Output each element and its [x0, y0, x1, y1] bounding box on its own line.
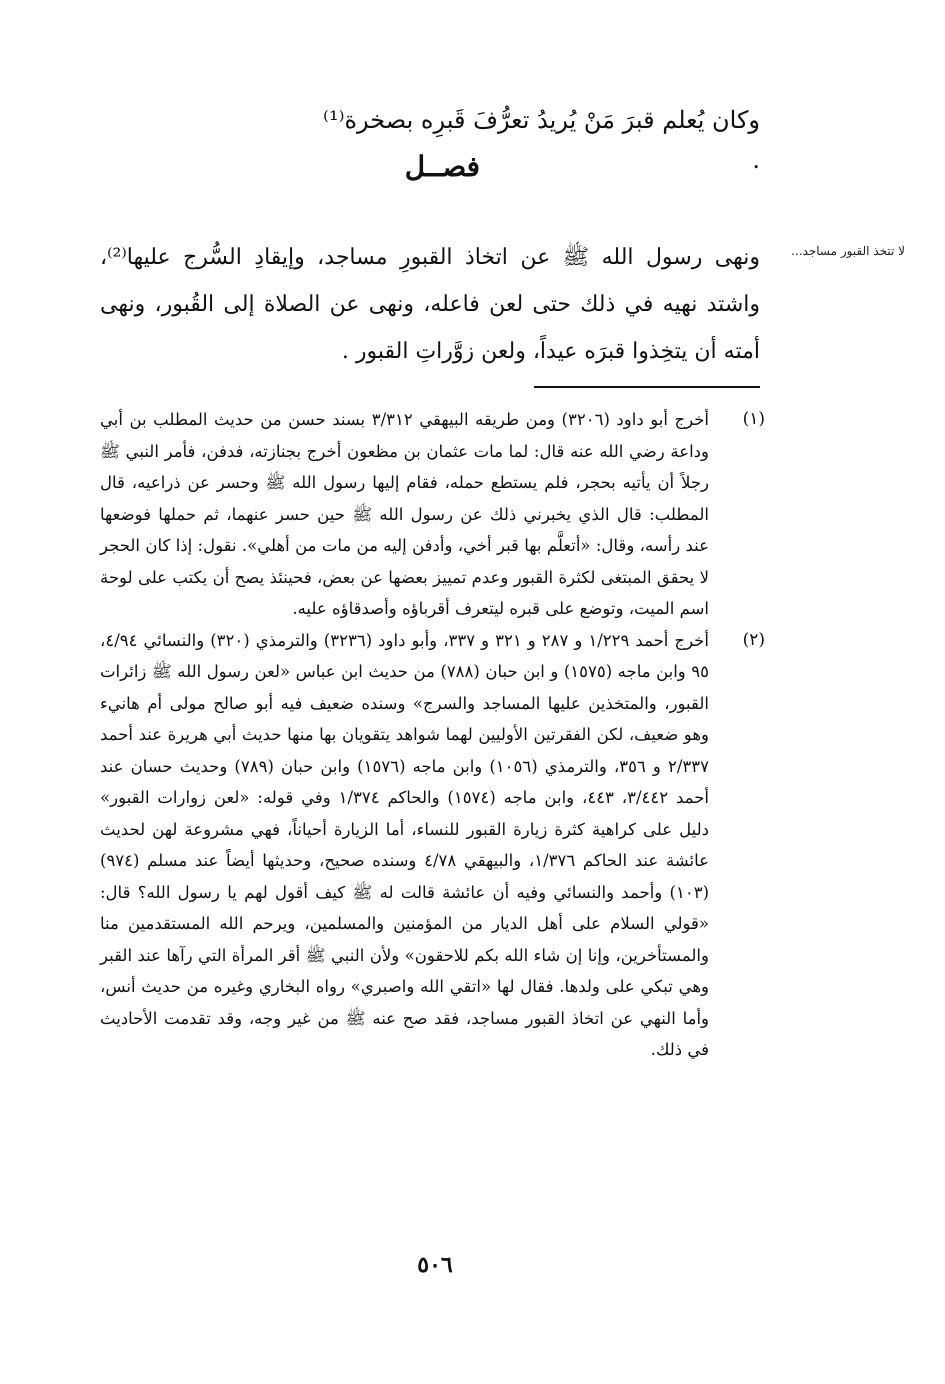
page-number: ٥٠٦	[417, 1252, 453, 1278]
intro-line: وكان يُعلم قبرَ مَنْ يُريدُ تعرُّفَ قَبرِه بصخرة⁽¹⁾ .	[323, 106, 760, 174]
margin-note: لا تتخذ القبور مساجد...	[791, 244, 905, 258]
section-heading: فصــل	[404, 150, 480, 183]
footnote-separator	[534, 386, 760, 388]
footnote-text: أخرج أحمد ١/٢٢٩ و ٢٨٧ و ٣٢١ و ٣٣٧، وأبو داود (٣٢٣٦) والترمذي (٣٢٠) والنسائي ٤/٩٤، ٩٥ وابن ماجه (١٥٧٥) و ابن حبان (٧٨٨) من حديث ابن عباس «لعن رسول الله ﷺ زائرات القبور، والمتخذين عليها المساجد والسرج» وسنده ضعيف فيه أبو صالح مولى أم هانيء وهو ضعيف، لكن الفقرتين الأوليين لهما شواهد يتقويان بها منها حديث أبي هريرة عند أحمد ٢/٣٣٧ و ٣٥٦، والترمذي (١٠٥٦) وابن ماجه (١٥٧٦) وابن حبان (٧٨٩) وحديث حسان عند أحمد ٣/٤٤٢، ٤٤٣، وابن ماجه (١٥٧٤) والحاكم ١/٣٧٤ وفي قوله: «لعن زوارات القبور» دليل على كراهية كثرة زيارة القبور للنساء، أما الزيارة أحياناً، فهي مشروعة لهن لحديث عائشة عند الحاكم ١/٣٧٦، والبيهقي ٤/٧٨ وسنده صحيح، وحديثها أيضاً عند مسلم (٩٧٤) (١٠٣) وأحمد والنسائي وفيه أن عائشة قالت له ﷺ كيف أقول لهم يا رسول الله؟ قال: «قولي السلام على أهل الديار من المؤمنين والمسلمين، ويرحم الله المستقدمين منا والمستأخرين، وإنا إن شاء الله بكم للاحقون» ولأن النبي ﷺ أقر المرأة التي رآها عند القبر وهي تبكي على ولدها. فقال لها «اتقي الله واصبري» رواه البخاري وغيره من حديث أنس، وأما النهي عن اتخاذ القبور مساجد، فقد صح عنه ﷺ من غير وجه، وقد تقدمت الأحاديث في ذلك.	[100, 630, 709, 1059]
main-paragraph: ونهى رسول الله ﷺ عن اتخاذ القبورِ مساجد، وإيقادِ السُّرج عليها⁽²⁾، واشتد نهيه في ذلك حتى لعن فاعله، ونهى عن الصلاة إلى القُبور، ونهى أمته أن يتخِذوا قبرَه عيداً، ولعن زوَّراتِ القبور .	[100, 245, 760, 364]
footnotes-section	[100, 404, 765, 1066]
footnote-number: (٢)	[742, 629, 765, 650]
footnote-text: أخرج أبو داود (٣٢٠٦) ومن طريقه البيهقي ٣/٣١٢ بسند حسن من حديث المطلب بن أبي وداعة رضي الله عنه قال: لما مات عثمان بن مظعون أخرج بجنازته، فدفن، فأمر النبي ﷺ رجلاً أن يأتيه بحجر، فلم يستطع حمله، فقام إليها رسول الله ﷺ وحسر عن ذراعيه، قال المطلب: قال الذي يخبرني ذلك عن رسول الله ﷺ حين حسر عنهما، ثم حملها فوضعها عند رأسه، وقال: «أتعلَّم بها قبر أخي، وأدفن إليه من مات من أهلي». نقول: إذا كان الحجر لا يحقق المبتغى لكثرة القبور وعدم تمييز بعضها عن بعض، فحينئذ يصح أن يكتب على لوحة اسم الميت، وتوضع على قبره ليتعرف أقرباؤه وأصدقاؤه عليه.	[100, 410, 709, 618]
footnote-number: (١)	[742, 409, 765, 429]
footnote-2	[100, 625, 765, 1066]
footnote-1	[100, 404, 765, 625]
